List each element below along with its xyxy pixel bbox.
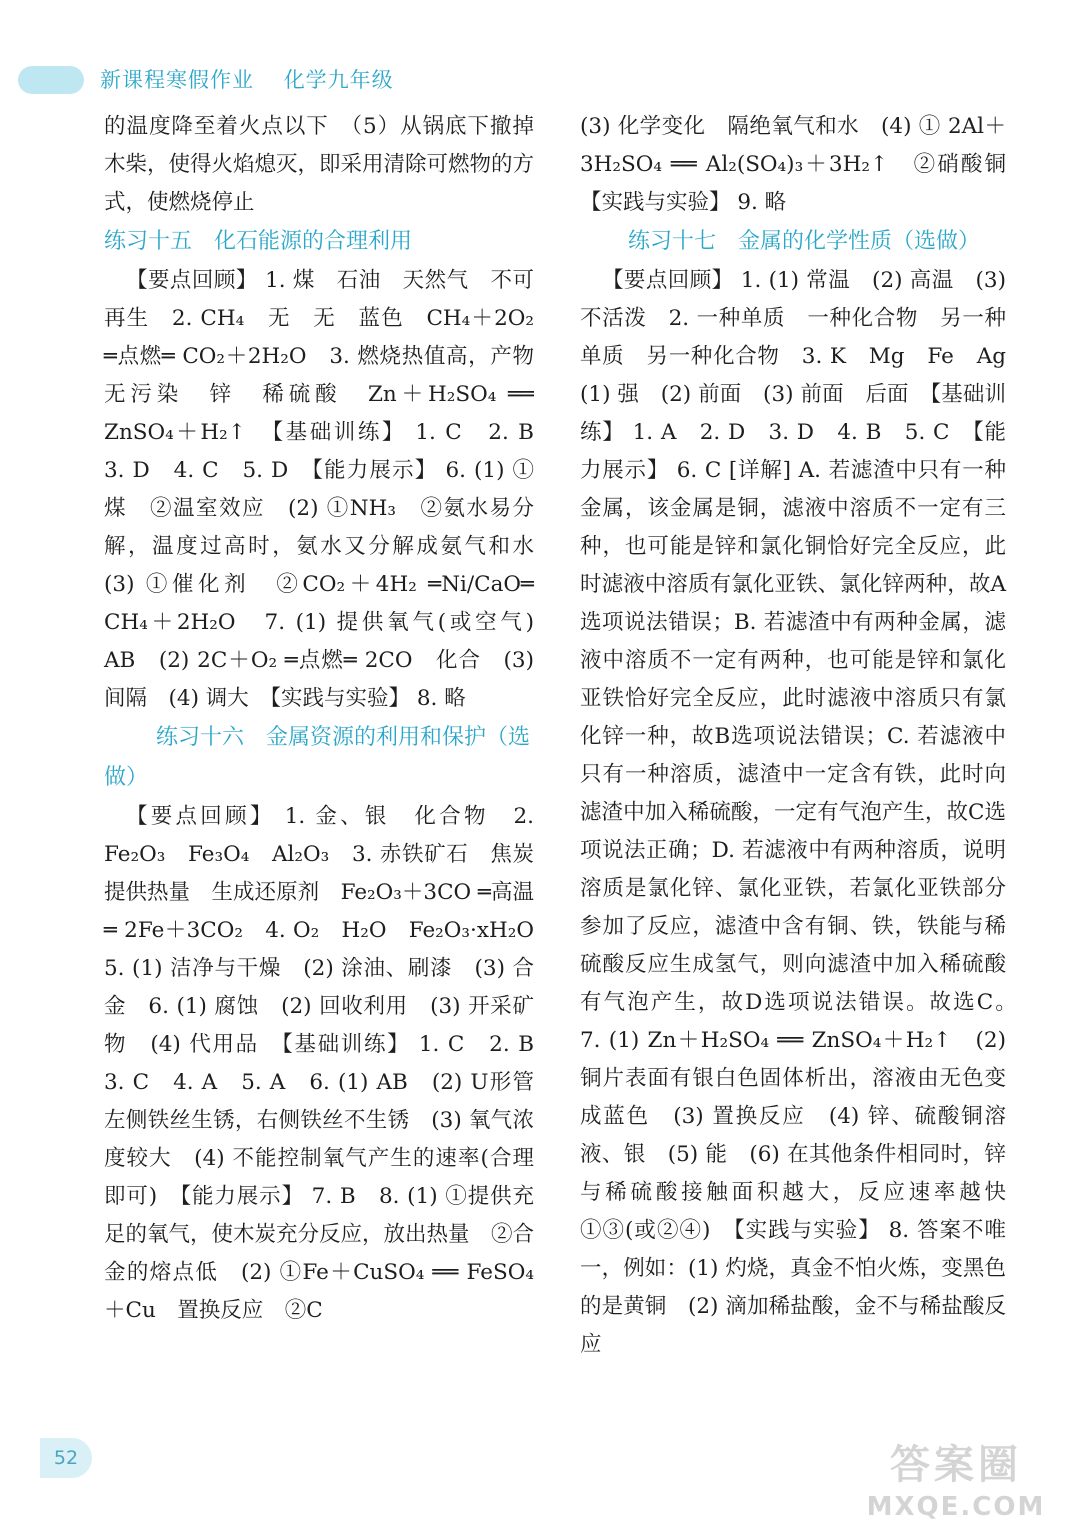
- section-16-answers: 【要点回顾】 1. 金、银 化合物 2. Fe₂O₃ Fe₃O₄ Al₂O₃ 3. 赤铁矿石 焦炭 提供热量 生成还原剂 Fe₂O₃＋3CO ═高温═ 2Fe＋3CO₂ 4. O₂ H₂O Fe₂O₃·xH₂O 5. (1) 洁净与干燥 (2) 涂油、刷漆 (3) 合金 6. (1) 腐蚀 (2) 回收利用 (3) 开采矿物 (4) 代用品 【基础训练】 1. C 2. B 3. C 4. A 5. A 6. (1) AB (2) U形管左侧铁丝生锈，右侧铁丝不生锈 (3) 氧气浓度较大 (4) 不能控制氧气产生的速率(合理即可) 【能力展示】 7. B 8. (1) ①提供充足的氧气，使木炭充分反应，放出热量 ②合金的熔点低 (2) ①Fe＋CuSO₄ ══ FeSO₄＋Cu 置换反应 ②C: [104, 804, 556, 1323]
- right-column: [580, 108, 1028, 1364]
- book-series-title: 新课程寒假作业: [100, 68, 254, 92]
- site-watermark: [856, 1440, 1056, 1532]
- section-title-17: 练习十七 金属的化学性质（选做）: [628, 229, 981, 254]
- continued-answer-text: 的温度降至着火点以下 （5）从锅底下撤掉木柴，使得火焰熄灭，即采用清除可燃物的方式，使燃烧停止: [104, 114, 535, 215]
- left-column: [104, 108, 556, 1330]
- subject-grade: 化学九年级: [283, 68, 394, 92]
- section-17-answers: 【要点回顾】 1. (1) 常温 (2) 高温 (3) 不活泼 2. 一种单质 一种化合物 另一种单质 另一种化合物 3. K Mg Fe Ag (1) 强 (2) 前面 (3) 前面 后面 【基础训练】 1. A 2. D 3. D 4. B 5. C 【能力展示】 6. C [详解] A. 若滤渣中只有一种金属，该金属是铜，滤液中溶质不一定有三种，也可能是锌和氯化铜恰好完全反应，此时滤液中溶质有氯化亚铁、氯化锌两种，故A选项说法错误；B. 若滤渣中有两种金属，滤液中溶质不一定有两种，也可能是锌和氯化亚铁恰好完全反应，此时滤液中溶质只有氯化锌一种，故B选项说法错误；C. 若滤液中只有一种溶质，滤渣中一定含有铁，此时向滤渣中加入稀硫酸，一定有气泡产生，故C选项说法正确；D. 若滤液中有两种溶质，说明溶质是氯化锌、氯化亚铁，若氯化亚铁部分参加了反应，滤渣中含有铜、铁，铁能与稀硫酸反应生成氢气，则向滤渣中加入稀硫酸有气泡产生，故D选项说法错误。故选C。 7. (1) Zn＋H₂SO₄ ══ ZnSO₄＋H₂↑ (2) 铜片表面有银白色固体析出，溶液由无色变成蓝色 (3) 置换反应 (4) 锌、硫酸铜溶液、银 (5) 能 (6) 在其他条件相同时，锌与稀硫酸接触面积越大，反应速率越快 ①③(或②④) 【实践与实验】 8. 答案不唯一，例如：(1) 灼烧，真金不怕火炼，变黑色的是黄铜 (2) 滴加稀盐酸，金不与稀盐酸反应: [580, 268, 1028, 1357]
- continued-answer-text-right: (3) 化学变化 隔绝氧气和水 (4) ① 2Al＋3H₂SO₄ ══ Al₂(SO₄)₃＋3H₂↑ ②硝酸铜 【实践与实验】 9. 略: [580, 114, 1028, 215]
- page-header: [100, 64, 416, 96]
- watermark-url: MXQE.COM: [866, 1492, 1046, 1522]
- section-title-15: 练习十五 化石能源的合理利用: [104, 229, 413, 254]
- watermark-logo-text: 答案圈: [890, 1442, 1022, 1488]
- section-title-16: 练习十六 金属资源的利用和保护（选做）: [104, 725, 531, 790]
- page-number: 52: [40, 1438, 92, 1478]
- header-decoration: [18, 66, 84, 94]
- section-15-answers: 【要点回顾】 1. 煤 石油 天然气 不可再生 2. CH₄ 无 无 蓝色 CH₄＋2O₂ ═点燃═ CO₂＋2H₂O 3. 燃烧热值高，产物无污染 锌 稀硫酸 Zn＋H₂SO₄ ══ ZnSO₄＋H₂↑ 【基础训练】 1. C 2. B 3. D 4. C 5. D 【能力展示】 6. (1) ①煤 ②温室效应 (2) ①NH₃ ②氨水易分解，温度过高时，氨水又分解成氨气和水 (3) ①催化剂 ②CO₂＋4H₂ ═Ni/CaO═ CH₄＋2H₂O 7. (1) 提供氧气(或空气) AB (2) 2C＋O₂ ═点燃═ 2CO 化合 (3) 间隔 (4) 调大 【实践与实验】 8. 略: [104, 268, 556, 711]
